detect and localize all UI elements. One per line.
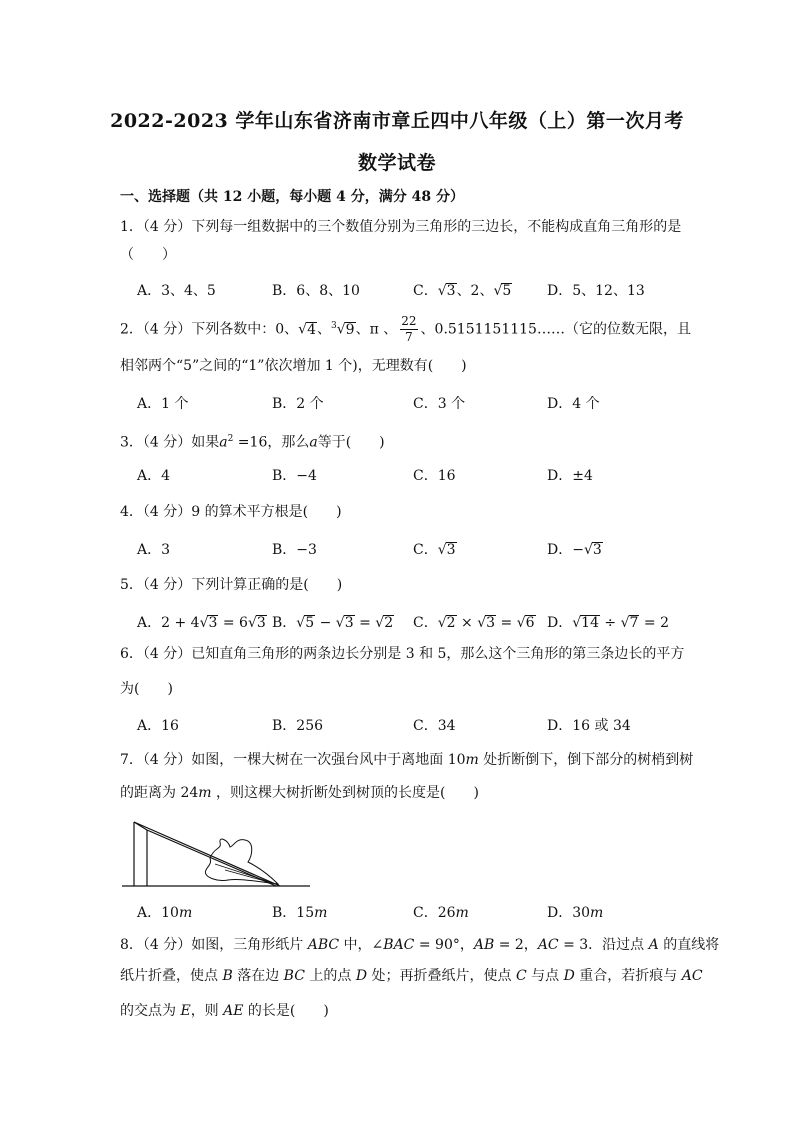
q6-stem-line2: 为( ) (120, 681, 173, 697)
q8-stem-line1: 8．（4 分）如图，三角形纸片 ABC 中，∠BAC = 90°，AB = 2，AC = 3．沿过点 A 的直线将 (120, 937, 720, 953)
q7-option-b: B．15m (272, 905, 328, 921)
q1-option-c: C．√3、2、√5 (413, 283, 512, 299)
q1-stem-line1: 1．（4 分）下列每一组数据中的三个数值分别为三角形的三边长，不能构成直角三角形的是 (120, 219, 682, 235)
q2-option-a: A．1 个 (137, 396, 189, 412)
q1-option-d: D．5、12、13 (547, 283, 645, 299)
q3-option-b: B．−4 (272, 468, 317, 484)
q5-stem: 5．（4 分）下列计算正确的是( ) (120, 577, 343, 593)
q2-stem-line2: 相邻两个“5”之间的“1”依次增加 1 个)，无理数有( ) (120, 358, 467, 374)
q6-option-b: B．256 (272, 718, 324, 734)
q2-option-c: C．3 个 (413, 396, 466, 412)
q4-option-d: D．−√3 (547, 542, 602, 558)
section-heading: 一、选择题（共 12 小题，每小题 4 分，满分 48 分） (120, 189, 464, 205)
q2-option-d: D．4 个 (547, 396, 600, 412)
q3-option-a: A．4 (137, 468, 171, 484)
q3-option-c: C．16 (413, 468, 456, 484)
q1-stem-line2: （ ） (120, 247, 176, 263)
q4-option-c: C．√3 (413, 542, 456, 558)
q5-option-a: A．2 + 4√3 = 6√3 (137, 615, 266, 631)
q4-option-b: B．−3 (272, 542, 317, 558)
q7-option-d: D．30m (547, 905, 604, 921)
q5-option-d: D．√14 ÷ √7 = 2 (547, 615, 670, 631)
q7-stem-line1: 7．（4 分）如图，一棵大树在一次强台风中于离地面 10m 处折断倒下，倒下部分的树梢到树 (120, 752, 694, 768)
q2-stem-line1: 2．（4 分）下列各数中：0、√4、$^3$√9、π 、 $\frac{22}{7}$ 、0.5151151115……（它的位数无限，且 (120, 314, 691, 344)
q5-option-b: B．√5 − √3 = √2 (272, 615, 394, 631)
title-line-1: 2022-2023 学年山东省济南市章丘四中八年级（上）第一次月考 (110, 110, 684, 132)
q4-option-a: A．3 (137, 542, 171, 558)
q8-stem-line3: 的交点为 E，则 AE 的长是( ) (120, 1003, 329, 1019)
q6-stem-line1: 6．（4 分）已知直角三角形的两条边长分别是 3 和 5，那么这个三角形的第三条边长的平方 (120, 646, 685, 662)
q7-stem-line2: 的距离为 24m ，则这棵大树折断处到树顶的长度是( ) (120, 785, 479, 801)
q6-option-c: C．34 (413, 718, 456, 734)
q2-option-b: B．2 个 (272, 396, 324, 412)
q1-option-b: B．6、8、10 (272, 283, 360, 299)
q6-option-d: D．16 或 34 (547, 718, 631, 734)
q7-option-a: A．10m (137, 905, 193, 921)
broken-tree-figure (120, 816, 315, 891)
q8-stem-line2: 纸片折叠，使点 B 落在边 BC 上的点 D 处；再折叠纸片，使点 C 与点 D 重合，若折痕与 AC (120, 968, 703, 984)
q3-option-d: D．±4 (547, 468, 593, 484)
fraction-22-7: $\frac{22}{7}$ (401, 314, 417, 344)
title-line-2: 数学试卷 (357, 152, 436, 174)
q3-stem: 3．（4 分）如果$a^2 =16$，那么a等于( ) (120, 434, 385, 451)
q1-option-a: A．3、4、5 (137, 283, 216, 299)
q7-option-c: C．26m (413, 905, 469, 921)
q5-option-c: C．√2 × √3 = √6 (413, 615, 535, 631)
q4-stem: 4．（4 分）9 的算术平方根是( ) (120, 504, 342, 520)
q6-option-a: A．16 (137, 718, 179, 734)
